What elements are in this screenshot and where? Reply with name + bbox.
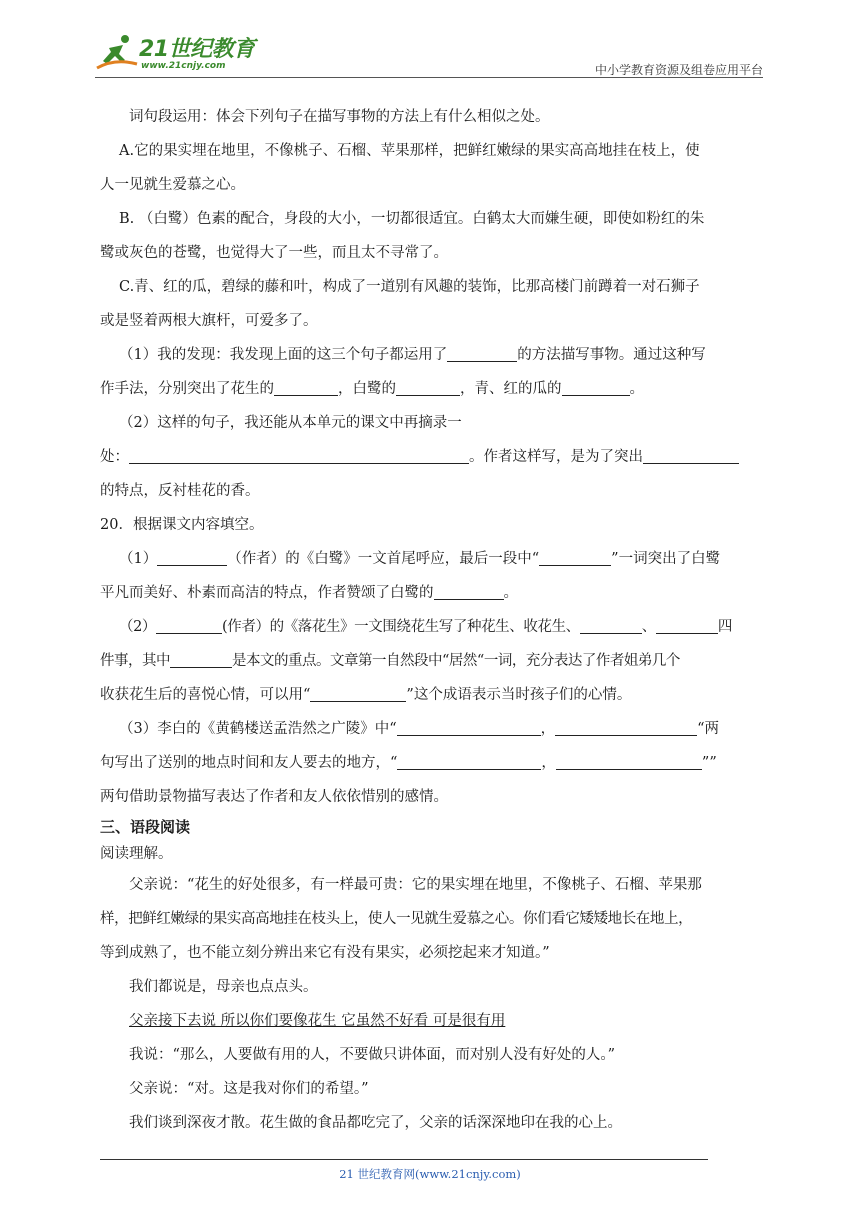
answer-blank[interactable]: [156, 617, 222, 634]
answer-blank[interactable]: [310, 685, 406, 702]
answer-blank[interactable]: [643, 447, 739, 464]
q19-sub1-text-c: 作手法，分别突出了花生的: [100, 381, 274, 397]
q19-sentence-b-line2: 鹭或灰色的苍鹭，也觉得大了一些，而且太不寻常了。: [100, 245, 448, 261]
passage-para3: [100, 1004, 760, 1038]
q19-sub2-text-c: 。作者这样写，是为了突出: [469, 449, 643, 465]
answer-blank[interactable]: [396, 379, 460, 396]
q20-p3-text-c: “两: [697, 721, 720, 737]
q20-p2-line3: [100, 678, 760, 712]
q20-p2-text-g: 收获花生后的喜悦心情，可以用“: [100, 687, 311, 703]
q20-p1-text-b: （作者）的《白鹭》一文首尾呼应，最后一段中“: [227, 551, 540, 567]
q20-p2-text-e: 件事，其中: [100, 653, 170, 669]
logo: [95, 28, 265, 74]
answer-blank[interactable]: [129, 447, 469, 464]
answer-blank[interactable]: [539, 549, 611, 566]
q20-p1-line1: [100, 542, 760, 576]
q19-sub2-text-b: 处：: [100, 449, 129, 465]
q20-p3-text-f: ””: [701, 755, 717, 771]
q20-p2-line1: [100, 610, 760, 644]
passage-para1-line1: 父亲说：“花生的好处很多，有一样最可贵：它的果实埋在地里，不像桃子、石榴、苹果那: [129, 877, 702, 893]
q20-p2-text-a: （2）: [119, 619, 157, 635]
q20-p3-text-e: ，: [541, 755, 556, 771]
section3-subtitle: 阅读理解。: [100, 846, 173, 862]
answer-blank[interactable]: [555, 719, 697, 736]
q19-sentence-c-line1: C.青、红的瓜，碧绿的藤和叶，构成了一道别有风趣的装饰，比那高楼门前蹲着一对石狮子: [119, 279, 700, 295]
runner-logo-icon: [95, 34, 139, 70]
q20-p1-text-e: 。: [503, 585, 518, 601]
q19-sub1-text-e: ，青、红的瓜的: [460, 381, 562, 397]
q20-p2-text-c: 、: [641, 619, 656, 635]
document-body: [100, 100, 760, 1140]
q20-p3-text-b: ，: [540, 721, 556, 737]
answer-blank[interactable]: [656, 617, 718, 634]
q20-p3-text-a: （3）李白的《黄鹤楼送孟浩然之广陵》中“: [119, 721, 397, 737]
q19-sub1-text-a: （1）我的发现：我发现上面的这三个句子都运用了: [119, 347, 448, 363]
answer-blank[interactable]: [274, 379, 338, 396]
passage-para2: 我们都说是，母亲也点点头。: [129, 979, 318, 995]
q20-p1-text-d: 平凡而美好、朴素而高洁的特点，作者赞颂了白鹭的: [100, 585, 434, 601]
answer-blank[interactable]: [434, 583, 504, 600]
answer-blank[interactable]: [157, 549, 227, 566]
answer-blank[interactable]: [447, 345, 517, 362]
q20-p2-text-d: 四: [717, 619, 733, 635]
header-divider: [95, 77, 763, 78]
answer-blank[interactable]: [562, 379, 630, 396]
page-header: [95, 28, 763, 78]
answer-blank[interactable]: [556, 753, 702, 770]
q19-sub1-text-d: ，白鹭的: [338, 381, 396, 397]
q19-sentence-a-line1: A.它的果实埋在地里，不像桃子、石榴、苹果那样，把鲜红嫩绿的果实高高地挂在枝上，使: [119, 143, 700, 159]
answer-blank[interactable]: [170, 651, 232, 668]
passage-para1-line2: 样，把鲜红嫩绿的果实高高地挂在枝头上，使人一见就生爱慕之心。你们看它矮矮地长在地上，: [100, 911, 693, 927]
q19-sub1-line1: [100, 338, 760, 372]
q19-sentence-c-line2: 或是竖着两根大旗杆，可爱多了。: [100, 313, 318, 329]
passage-para6: 我们谈到深夜才散。花生做的食品都吃完了，父亲的话深深地印在我的心上。: [129, 1115, 622, 1131]
q19-sub1-text-b: 的方法描写事物。通过这种写: [517, 347, 706, 363]
passage-para3-underlined: 父亲接下去说 所以你们要像花生 它虽然不好看 可是很有用: [129, 1013, 506, 1029]
q19-sentence-b-line1: B. （白鹭）色素的配合，身段的大小，一切都很适宜。白鹤太大而嫌生硬，即使如粉红的朱: [119, 211, 705, 227]
q20-p1-text-a: （1）: [119, 551, 158, 567]
q19-sub1-line2: [100, 372, 760, 406]
passage-para4: 我说：“那么，人要做有用的人，不要做只讲体面，而对别人没有好处的人。”: [129, 1047, 616, 1063]
q20-p1-line2: [100, 576, 760, 610]
passage-para1-line3: 等到成熟了，也不能立刻分辨出来它有没有果实，必须挖起来才知道。”: [100, 945, 550, 961]
q19-sub2-line3: 的特点，反衬桂花的香。: [100, 483, 260, 499]
q19-sentence-a-line2: 人一见就生爱慕之心。: [100, 177, 245, 193]
header-platform-text: 中小学教育资源及组卷应用平台: [594, 63, 763, 77]
q20-p2-line2: [100, 644, 760, 678]
q20-p1-text-c: ”一词突出了白鹭: [611, 551, 721, 567]
footer-divider: [100, 1159, 708, 1160]
logo-url: www.21cnjy.com: [141, 61, 226, 71]
answer-blank[interactable]: [397, 719, 541, 736]
q19-intro: 词句段运用：体会下列句子在描写事物的方法上有什么相似之处。: [129, 109, 550, 125]
q20-p3-text-d: 句写出了送别的地点时间和友人要去的地方，“: [100, 755, 398, 771]
q20-p2-text-h: ”这个成语表示当时孩子们的心情。: [406, 687, 632, 703]
footer-text: 21 世纪教育网(www.21cnjy.com): [339, 1167, 521, 1181]
q20-p3-line3: 两句借助景物描写表达了作者和友人依依惜别的感情。: [100, 789, 448, 805]
passage-para5: 父亲说：“对。这是我对你们的希望。”: [129, 1081, 369, 1097]
section3-title: 三、语段阅读: [100, 818, 191, 836]
q20-p3-line1: [100, 712, 760, 746]
q20-p3-line2: [100, 746, 760, 780]
q19-sub2-line2: [100, 440, 760, 474]
q20-p2-text-f: 是本文的重点。文章第一自然段中“居然“一词，充分表达了作者姐弟几个: [232, 653, 680, 669]
q20-title: 20．根据课文内容填空。: [100, 517, 264, 533]
q20-p2-text-b: (作者）的《落花生》一文围绕花生写了种花生、收花生、: [222, 619, 580, 635]
answer-blank[interactable]: [580, 617, 642, 634]
logo-text: 21世纪教育: [139, 37, 255, 62]
q19-sub2-line1: （2）这样的句子，我还能从本单元的课文中再摘录一: [119, 415, 462, 431]
q19-sub1-text-f: 。: [629, 381, 644, 397]
answer-blank[interactable]: [397, 753, 541, 770]
